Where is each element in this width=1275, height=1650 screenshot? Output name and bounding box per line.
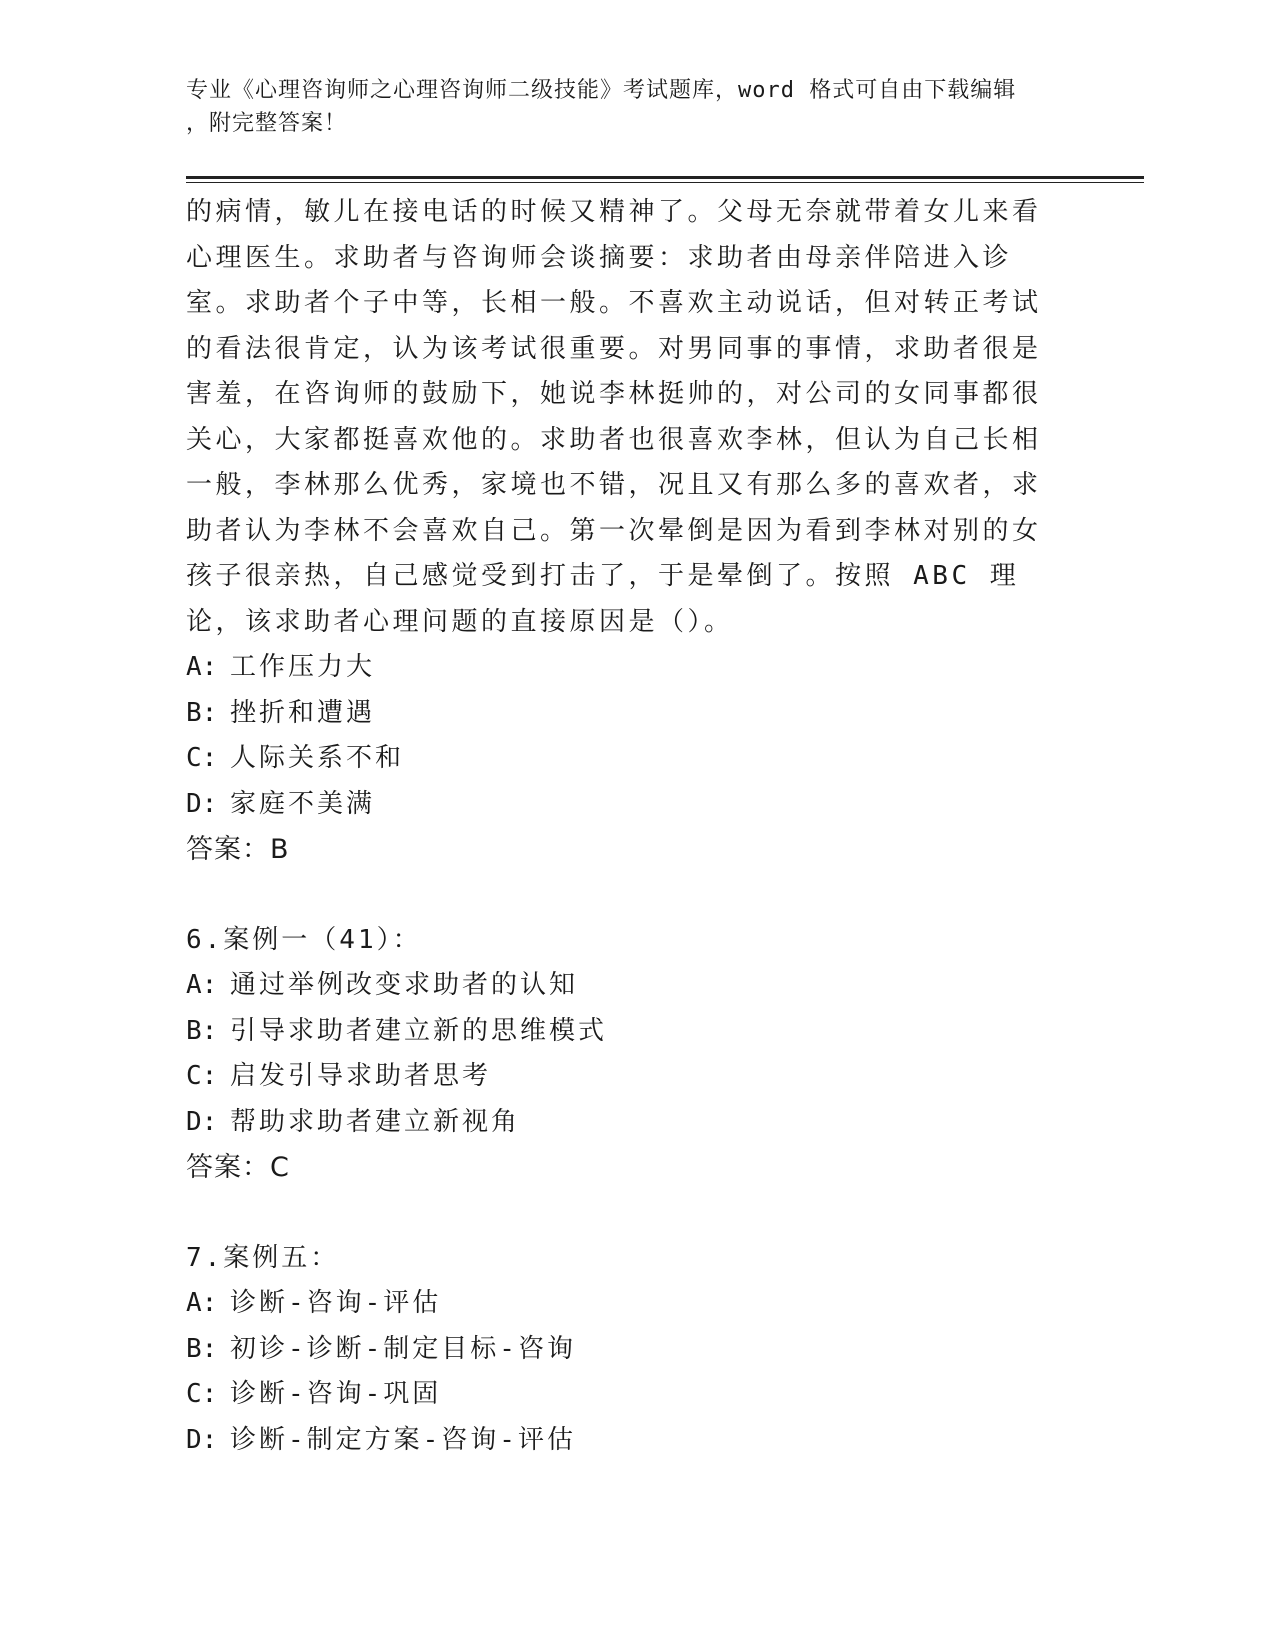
option-key: D:: [186, 788, 218, 819]
question-5-option-b: [186, 691, 1066, 737]
question-7: [186, 1236, 1066, 1464]
option-text: 通过举例改变求助者的认知: [230, 970, 579, 1000]
header-rule-thin: [186, 182, 1144, 183]
option-text: 挫折和遭遇: [230, 697, 376, 728]
option-key: B:: [186, 1333, 218, 1364]
option-text: 人际关系不和: [230, 743, 405, 773]
question-7-title: 7.案例五：: [186, 1242, 340, 1273]
question-5-option-a: [186, 645, 1066, 691]
option-key: B:: [186, 1015, 218, 1046]
option-text: 帮助求助者建立新视角: [230, 1106, 521, 1137]
option-text: 引导求助者建立新的思维模式: [230, 1015, 608, 1046]
option-text: 启发引导求助者思考: [230, 1061, 492, 1091]
question-6-option-d: [186, 1100, 1066, 1146]
spacer: [186, 873, 1066, 918]
question-6-option-a: [186, 963, 1066, 1009]
question-7-option-b: [186, 1327, 1066, 1373]
question-6-option-b: [186, 1009, 1066, 1055]
option-key: D:: [186, 1424, 218, 1455]
document-header: [186, 74, 1066, 140]
question-5-option-c: [186, 736, 1066, 782]
option-key: C:: [186, 743, 218, 773]
header-line-1: 专业《心理咨询师之心理咨询师二级技能》考试题库，word 格式可自由下载编辑: [186, 78, 1017, 103]
option-key: B:: [186, 697, 218, 728]
question-5: [186, 190, 1066, 873]
option-key: A:: [186, 652, 218, 682]
question-5-answer: 答案：B: [186, 834, 290, 865]
header-rule-thick: [186, 176, 1144, 179]
document-body: [186, 190, 1066, 1463]
option-text: 诊断-咨询-巩固: [230, 1379, 442, 1409]
question-6-option-c: [186, 1054, 1066, 1100]
question-5-stem: 的病情，敏儿在接电话的时候又精神了。父母无奈就带着女儿来看心理医生。求助者与咨询师会谈摘要：求助者由母亲伴陪进入诊室。求助者个子中等，长相一般。不喜欢主动说话，但对转正考试的看法很肯定，认为该考试很重要。对男同事的事情，求助者很是害羞，在咨询师的鼓励下，她说李林挺帅的，对公司的女同事都很关心，大家都挺喜欢他的。求助者也很喜欢李林，但认为自己长相一般，李林那么优秀，家境也不错，况且又有那么多的喜欢者，求助者认为李林不会喜欢自己。第一次晕倒是因为看到李林对别的女孩子很亲热，自己感觉受到打击了，于是晕倒了。按照 ABC 理论，该求助者心理问题的直接原因是（）。: [186, 197, 1042, 637]
question-7-option-d: [186, 1418, 1066, 1464]
question-7-option-a: [186, 1281, 1066, 1327]
option-key: C:: [186, 1379, 218, 1409]
option-key: D:: [186, 1106, 218, 1137]
option-text: 工作压力大: [230, 652, 376, 682]
question-6-answer: 答案：C: [186, 1152, 290, 1183]
question-6-title: 6.案例一（41）：: [186, 924, 422, 955]
header-line-2: ，附完整答案！: [186, 111, 348, 136]
option-text: 诊断-咨询-评估: [230, 1288, 442, 1318]
question-7-option-c: [186, 1372, 1066, 1418]
option-key: A:: [186, 1288, 218, 1318]
question-6: [186, 918, 1066, 1191]
option-text: 家庭不美满: [230, 788, 376, 819]
option-text: 初诊-诊断-制定目标-咨询: [230, 1333, 576, 1364]
option-key: A:: [186, 970, 218, 1000]
option-key: C:: [186, 1061, 218, 1091]
option-text: 诊断-制定方案-咨询-评估: [230, 1424, 576, 1455]
question-5-option-d: [186, 782, 1066, 828]
spacer: [186, 1191, 1066, 1236]
